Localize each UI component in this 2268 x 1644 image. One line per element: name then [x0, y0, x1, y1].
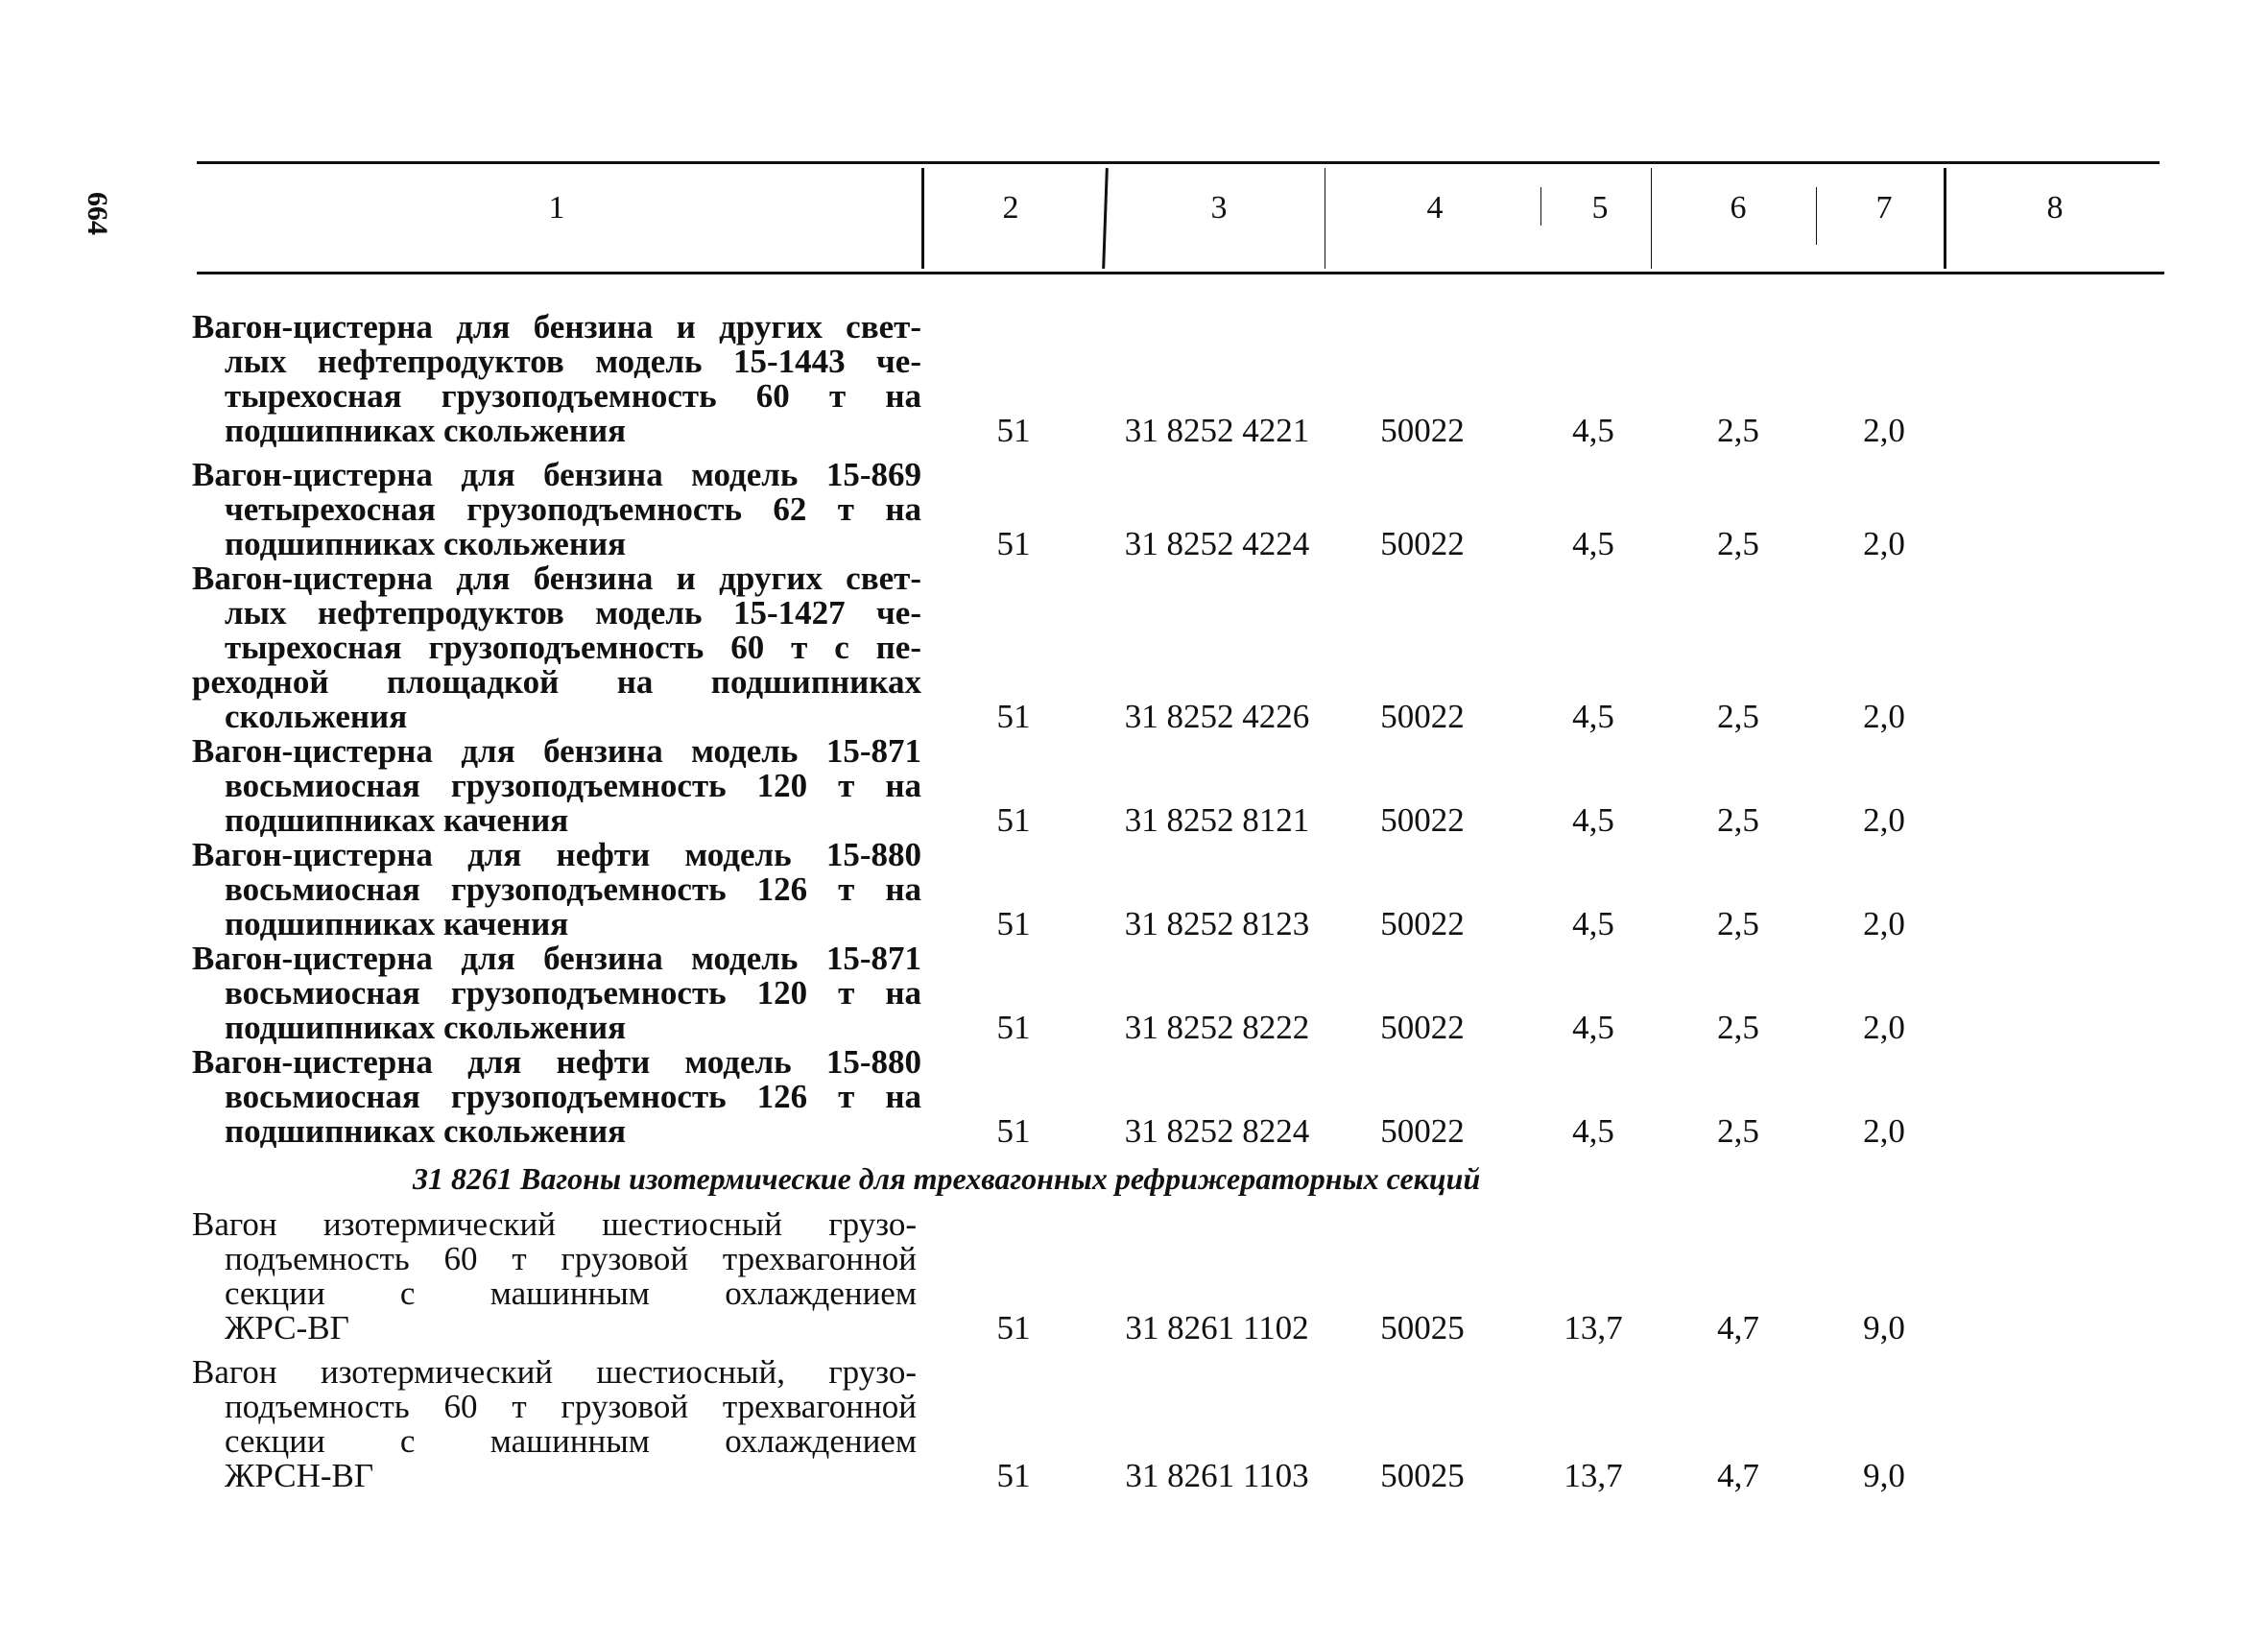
cell-col2: 51 [996, 698, 1031, 735]
row-description [192, 1045, 921, 1149]
cell-col6: 2,5 [1717, 1112, 1759, 1150]
description-line: восьмиосная грузоподъемность 126 т на [225, 870, 921, 908]
cell-col3: 31 8252 8121 [1124, 801, 1310, 839]
description-line: восьмиосная грузоподъемность 120 т на [225, 767, 921, 804]
description-line: Вагон-цистерна для нефти модель 15-880 [192, 1043, 921, 1081]
cell-col6: 4,7 [1717, 1457, 1759, 1494]
cell-col4: 50022 [1380, 698, 1465, 735]
cell-col2: 51 [996, 801, 1031, 839]
description-line: скольжения [225, 698, 408, 735]
description-line: подшипниках качения [225, 905, 569, 942]
cell-col4: 50025 [1380, 1309, 1465, 1346]
cell-col4: 50022 [1380, 412, 1465, 449]
cell-col2: 51 [996, 412, 1031, 449]
cell-col4: 50025 [1380, 1457, 1465, 1494]
description-line: восьмиосная грузоподъемность 120 т на [225, 974, 921, 1012]
cell-col4: 50022 [1380, 525, 1465, 562]
description-line: Вагон-цистерна для бензина модель 15-871 [192, 940, 921, 977]
col-separator [1651, 168, 1652, 269]
section-heading: 31 8261 Вагоны изотермические для трехвагонных рефрижераторных секций [413, 1161, 1481, 1196]
cell-col6: 4,7 [1717, 1309, 1759, 1346]
cell-col6: 2,5 [1717, 412, 1759, 449]
description-line: подшипниках скольжения [225, 1009, 627, 1046]
description-line: секции с машинным охлаждением [225, 1275, 917, 1312]
description-line: подшипниках скольжения [225, 1112, 627, 1150]
cell-col6: 2,5 [1717, 525, 1759, 562]
cell-col3: 31 8261 1102 [1125, 1309, 1309, 1346]
cell-col7: 2,0 [1863, 801, 1905, 839]
header-top-rule [197, 161, 2160, 164]
column-header: 3 [1210, 190, 1228, 226]
column-header: 5 [1591, 190, 1609, 226]
cell-col2: 51 [996, 905, 1031, 942]
row-description [192, 941, 921, 1045]
description-line: тырехосная грузоподъемность 60 т на [225, 377, 921, 415]
cell-col7: 9,0 [1863, 1309, 1905, 1346]
column-header: 1 [548, 190, 565, 226]
column-header: 8 [2046, 190, 2064, 226]
description-line: Вагон изотермический шестиосный, грузо- [192, 1353, 917, 1391]
description-line: Вагон-цистерна для бензина и других свет- [192, 560, 921, 597]
description-line: ЖРСН-ВГ [225, 1457, 374, 1494]
row-description [192, 561, 921, 734]
cell-col4: 50022 [1380, 1112, 1465, 1150]
row-description [192, 734, 921, 838]
cell-col3: 31 8252 8224 [1124, 1112, 1310, 1150]
description-line: ЖРС-ВГ [225, 1309, 349, 1346]
cell-col5: 4,5 [1572, 801, 1614, 839]
cell-col3: 31 8252 8123 [1124, 905, 1310, 942]
column-header: 2 [1002, 190, 1019, 226]
cell-col3: 31 8252 8222 [1124, 1009, 1310, 1046]
cell-col7: 2,0 [1863, 1009, 1905, 1046]
cell-col2: 51 [996, 1457, 1031, 1494]
row-description [192, 310, 921, 448]
cell-col7: 2,0 [1863, 525, 1905, 562]
row-description [192, 838, 921, 941]
cell-col3: 31 8252 4226 [1124, 698, 1310, 735]
description-line: тырехосная грузоподъемность 60 т с пе- [225, 629, 921, 666]
cell-col6: 2,5 [1717, 1009, 1759, 1046]
cell-col2: 51 [996, 525, 1031, 562]
cell-col5: 4,5 [1572, 905, 1614, 942]
col-separator [1540, 187, 1541, 226]
col-separator [1816, 187, 1817, 245]
column-header: 6 [1730, 190, 1747, 226]
cell-col7: 2,0 [1863, 905, 1905, 942]
description-line: подшипниках качения [225, 801, 569, 839]
page-number: 664 [82, 192, 113, 235]
description-line: реходной площадкой на подшипниках [192, 663, 921, 701]
cell-col6: 2,5 [1717, 905, 1759, 942]
description-line: подшипниках скольжения [225, 525, 627, 562]
cell-col3: 31 8252 4224 [1124, 525, 1310, 562]
cell-col7: 2,0 [1863, 1112, 1905, 1150]
cell-col5: 4,5 [1572, 1112, 1614, 1150]
cell-col5: 4,5 [1572, 698, 1614, 735]
cell-col5: 4,5 [1572, 1009, 1614, 1046]
cell-col7: 9,0 [1863, 1457, 1905, 1494]
col-separator [1944, 168, 1946, 269]
cell-col4: 50022 [1380, 905, 1465, 942]
cell-col6: 2,5 [1717, 801, 1759, 839]
description-line: подъемность 60 т грузовой трехвагонной [225, 1388, 917, 1425]
cell-col7: 2,0 [1863, 412, 1905, 449]
description-line: подшипниках скольжения [225, 412, 627, 449]
cell-col7: 2,0 [1863, 698, 1905, 735]
row-description [192, 1355, 917, 1493]
description-line: Вагон-цистерна для бензина и других свет- [192, 308, 921, 345]
description-line: восьмиосная грузоподъемность 126 т на [225, 1078, 921, 1115]
row-description [192, 458, 921, 561]
description-line: Вагон-цистерна для бензина модель 15-871 [192, 732, 921, 770]
description-line: четырехосная грузоподъемность 62 т на [225, 490, 921, 528]
description-line: лых нефтепродуктов модель 15-1427 че- [225, 594, 921, 631]
cell-col5: 13,7 [1564, 1457, 1623, 1494]
cell-col4: 50022 [1380, 1009, 1465, 1046]
description-line: лых нефтепродуктов модель 15-1443 че- [225, 343, 921, 380]
col-separator [1102, 168, 1109, 269]
row-description [192, 1207, 917, 1346]
cell-col2: 51 [996, 1112, 1031, 1150]
description-line: подъемность 60 т грузовой трехвагонной [225, 1240, 917, 1277]
description-line: Вагон-цистерна для нефти модель 15-880 [192, 836, 921, 873]
cell-col5: 4,5 [1572, 525, 1614, 562]
cell-col4: 50022 [1380, 801, 1465, 839]
cell-col3: 31 8261 1103 [1125, 1457, 1309, 1494]
header-bottom-rule [197, 272, 2164, 274]
column-header: 7 [1875, 190, 1893, 226]
cell-col3: 31 8252 4221 [1124, 412, 1310, 449]
description-line: Вагон-цистерна для бензина модель 15-869 [192, 456, 921, 493]
cell-col2: 51 [996, 1309, 1031, 1346]
col-separator [921, 168, 924, 269]
cell-col5: 13,7 [1564, 1309, 1623, 1346]
cell-col6: 2,5 [1717, 698, 1759, 735]
cell-col2: 51 [996, 1009, 1031, 1046]
column-header: 4 [1426, 190, 1444, 226]
cell-col5: 4,5 [1572, 412, 1614, 449]
description-line: Вагон изотермический шестиосный грузо- [192, 1205, 917, 1243]
description-line: секции с машинным охлаждением [225, 1422, 917, 1460]
